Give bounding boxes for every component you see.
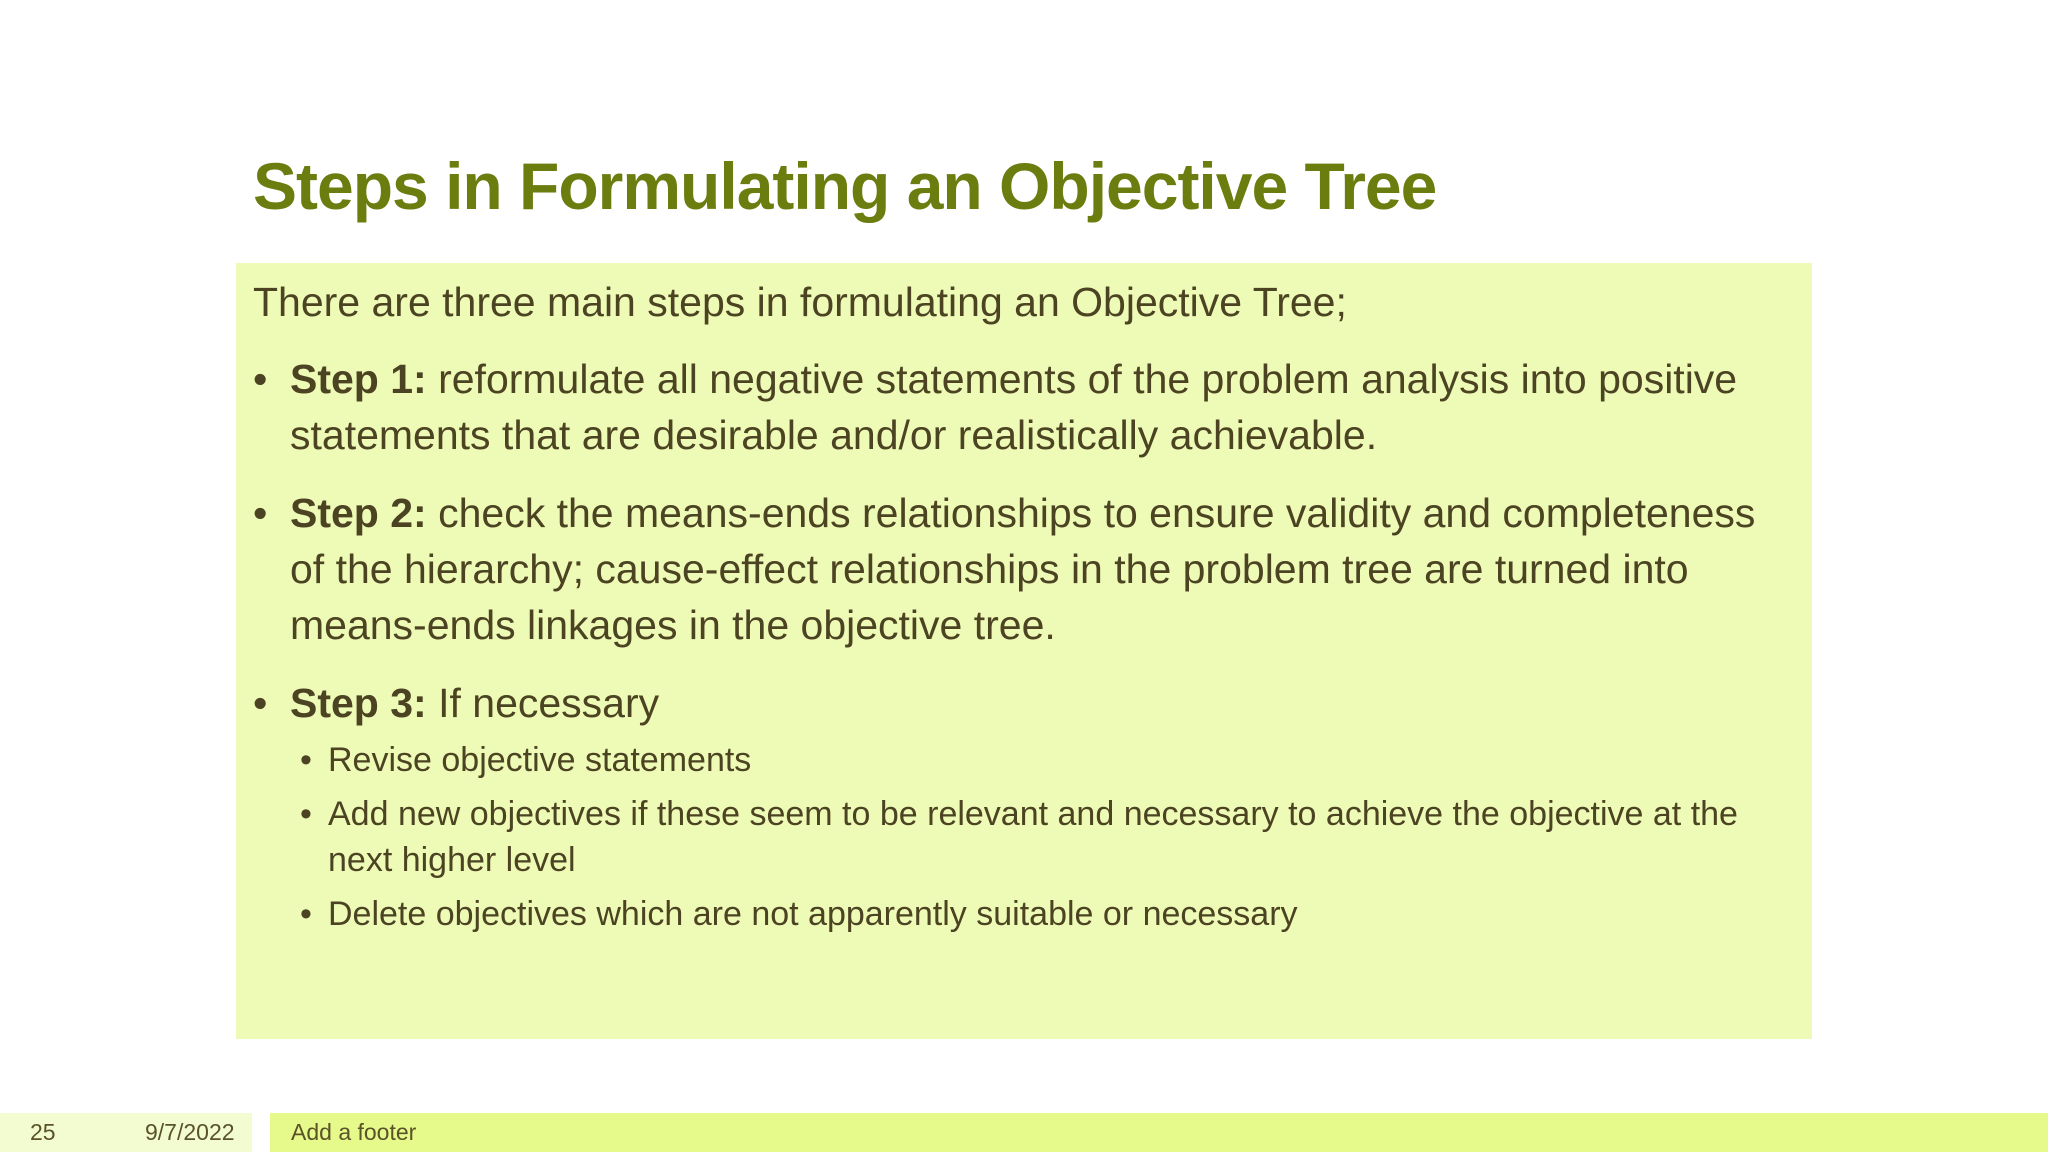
bullet-icon: • <box>300 741 312 779</box>
substep-text: Delete objectives which are not apparently suitable or necessary <box>328 895 1298 933</box>
steps-list <box>253 351 1794 937</box>
bullet-icon: • <box>253 356 268 402</box>
page-number: 25 <box>30 1119 56 1145</box>
content-placeholder <box>236 263 1812 1039</box>
substep-item <box>290 891 1794 937</box>
step-label: Step 1: <box>290 356 427 402</box>
substep-item <box>290 791 1794 883</box>
substeps-list <box>290 737 1794 937</box>
bullet-icon: • <box>300 795 312 833</box>
substep-item <box>290 737 1794 783</box>
substep-text: Add new objectives if these seem to be relevant and necessary to achieve the objective at the next higher level <box>328 795 1738 879</box>
substep-text: Revise objective statements <box>328 741 752 779</box>
footer-bar <box>270 1113 2048 1152</box>
step-item <box>253 485 1794 653</box>
step-item <box>253 351 1794 463</box>
step-label: Step 3: <box>290 680 427 726</box>
bullet-icon: • <box>253 490 268 536</box>
step-text: reformulate all negative statements of the problem analysis into positive statements that are desirable and/or realistically achievable. <box>290 356 1738 458</box>
bullet-icon: • <box>253 680 268 726</box>
step-label: Step 2: <box>290 490 427 536</box>
step-item <box>253 675 1794 937</box>
bullet-icon: • <box>300 895 312 933</box>
step-text: check the means-ends relationships to ensure validity and completeness of the hierarchy; cause-effect relationships in the problem tree are turned into means-ends linkages in the objective tree. <box>290 490 1756 648</box>
step-text: If necessary <box>426 680 660 726</box>
intro-text: There are three main steps in formulating an Objective Tree; <box>253 279 1347 325</box>
footer-date: 9/7/2022 <box>145 1119 235 1145</box>
footer-text[interactable]: Add a footer <box>291 1119 417 1145</box>
slide-title: Steps in Formulating an Objective Tree <box>253 149 1437 223</box>
